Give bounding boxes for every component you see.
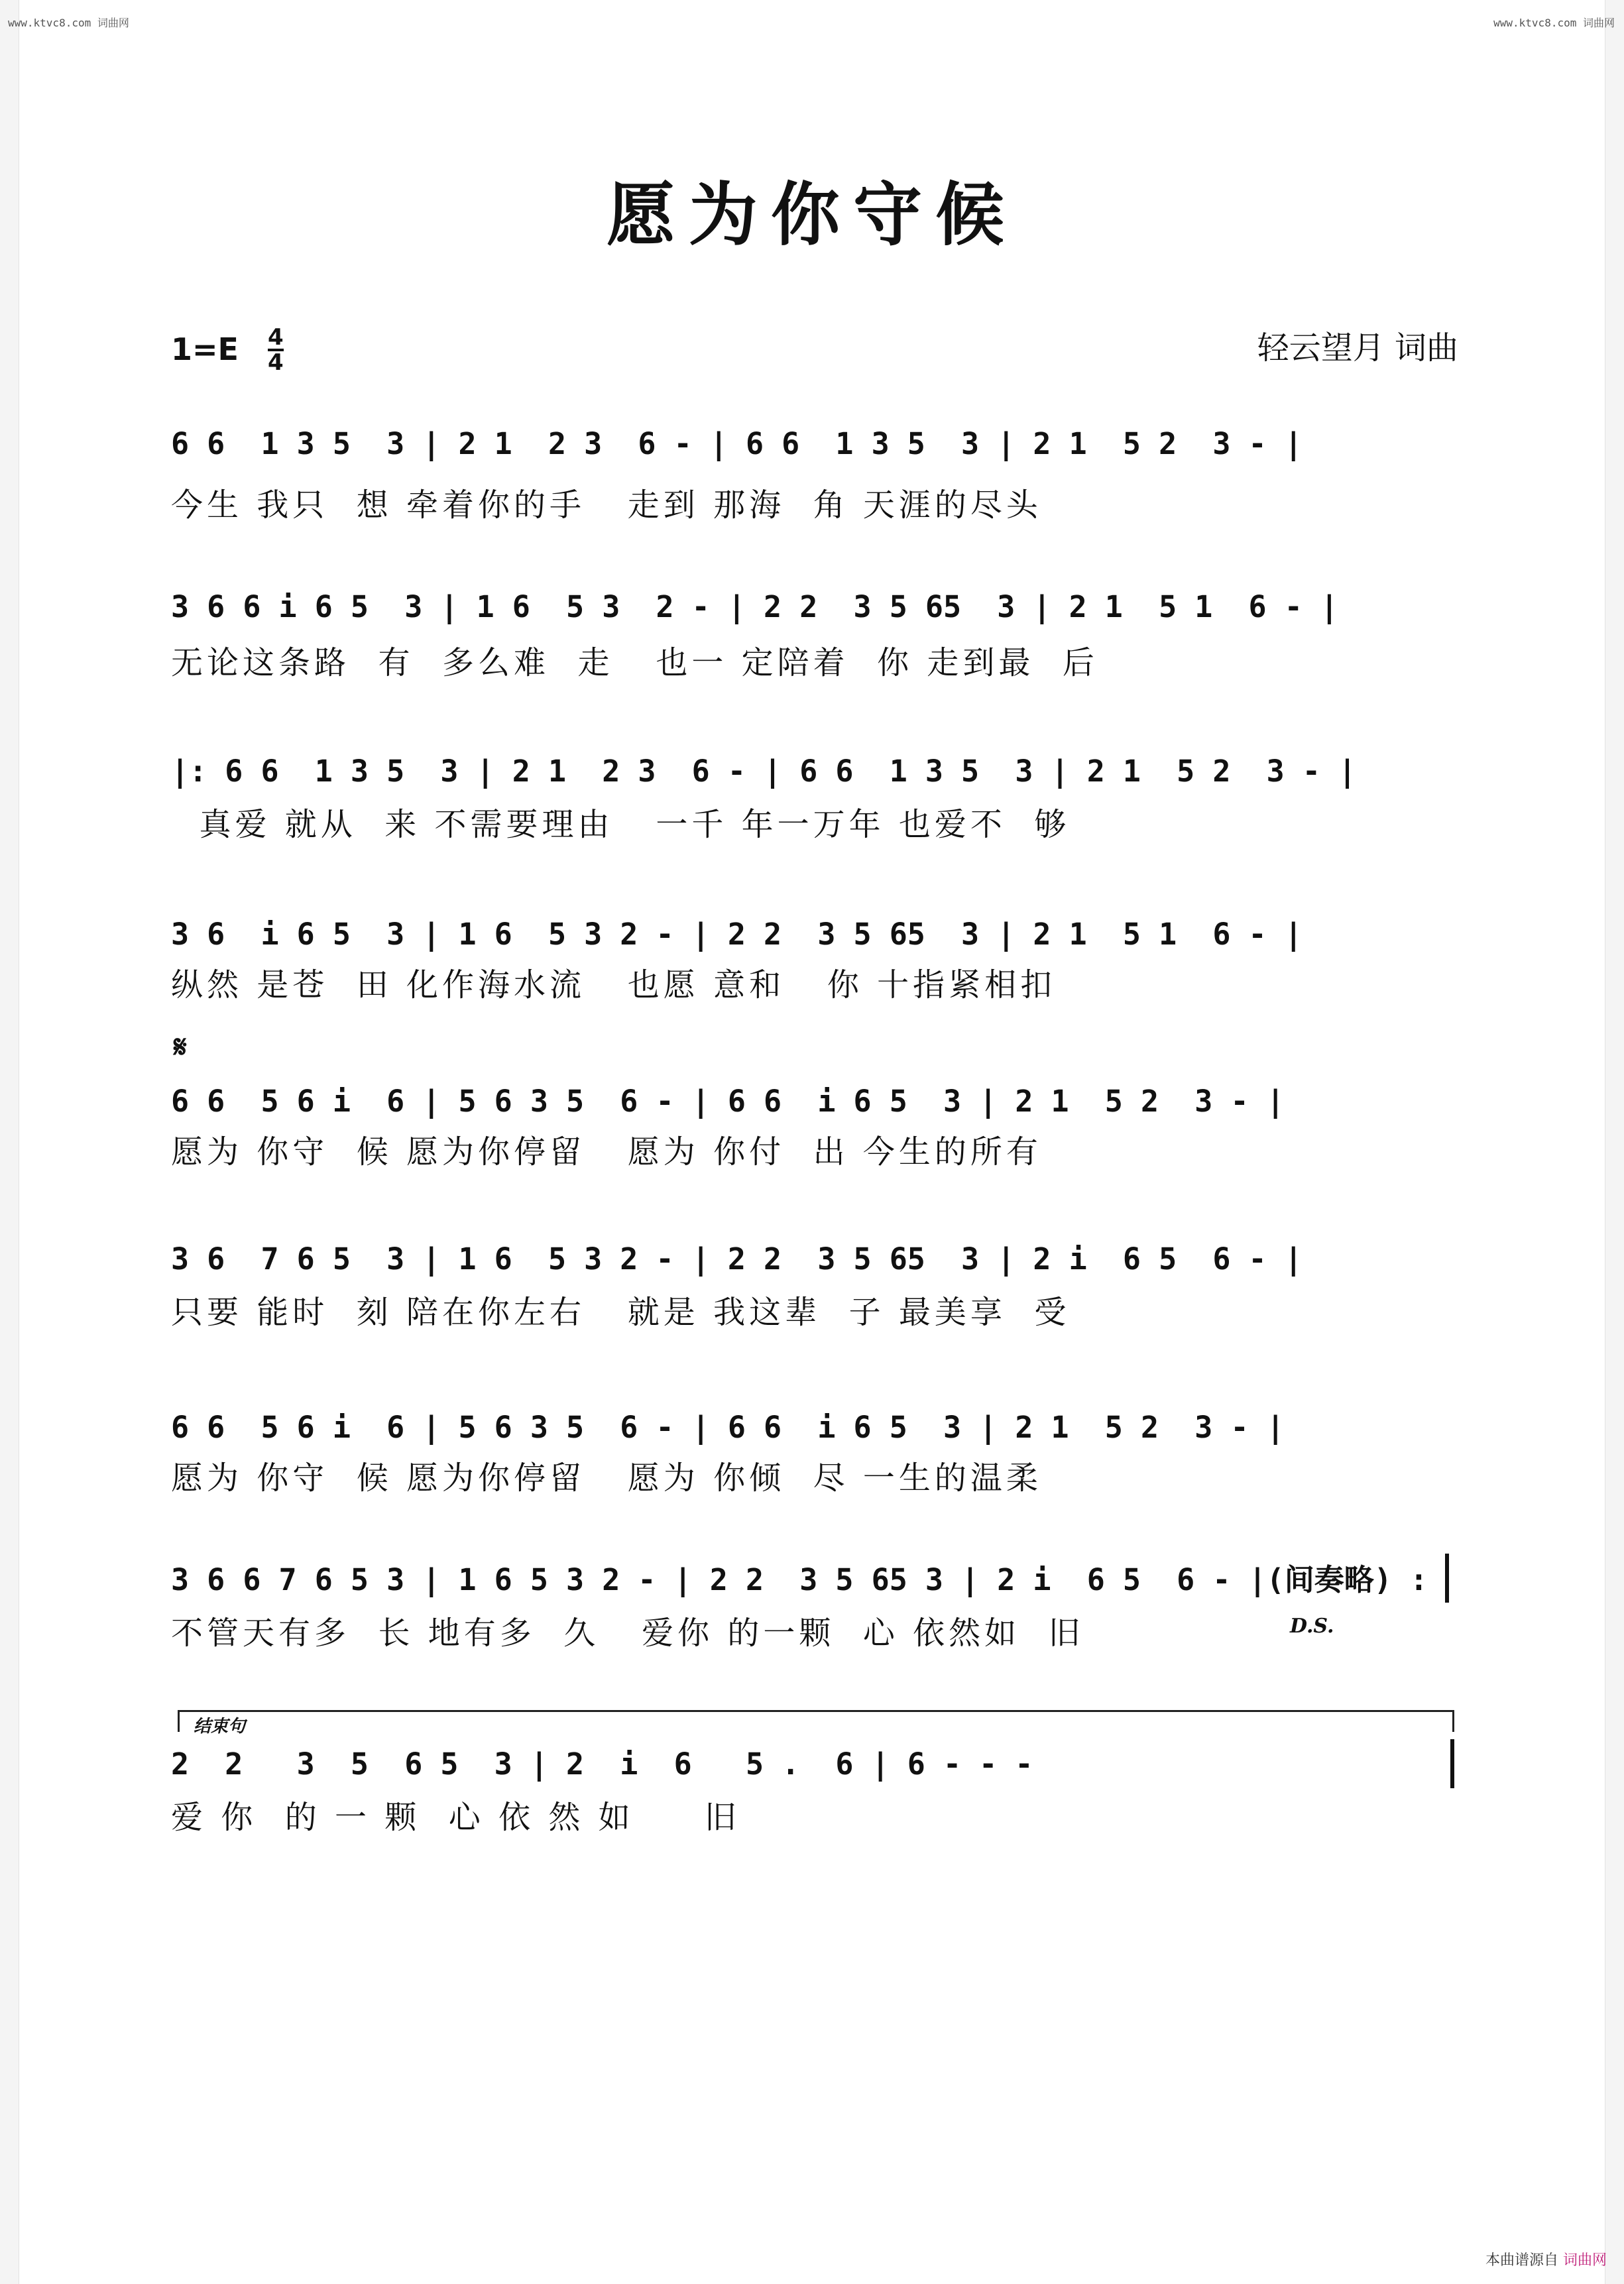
notation-line-1: 6 6 1 3 5 3 | 2 1 2 3 6 - | 6 6 1 3 5 3 | 2 1 5 2 3 - | [171, 426, 1303, 461]
right-page-edge [1605, 0, 1624, 2284]
ending-label: 结束句 [194, 1717, 246, 1737]
lyrics-line-3: 真爱 就从 来 不需要理由 一千 年一万年 也爱不 够 [171, 806, 1071, 843]
lyrics-line-7: 愿为 你守 候 愿为你停留 愿为 你倾 尽 一生的温柔 [171, 1459, 1042, 1497]
ending-bracket [178, 1710, 1454, 1732]
left-page-edge [0, 0, 19, 2284]
source-footer [1485, 2249, 1607, 2269]
lyrics-ending: 爱 你 的 一 颗 心 依 然 如 旧 [171, 1799, 740, 1836]
notation-line-3: |: 6 6 1 3 5 3 | 2 1 2 3 6 - | 6 6 1 3 5 3 | 2 1 5 2 3 - | [171, 754, 1357, 789]
notation-line-6: 3 6 7 6 5 3 | 1 6 5 3 2 - | 2 2 3 5 65 3 | 2 i 6 5 6 - | [171, 1241, 1303, 1277]
time-denominator: 4 [268, 349, 284, 376]
composer-credit: 轻云望月 词曲 [1257, 329, 1458, 367]
lyrics-line-8: 不管天有多 长 地有多 久 爱你 的一颗 心 依然如 旧 [171, 1615, 1084, 1652]
repeat-end-barline [1445, 1554, 1449, 1603]
header-right: www.ktvc8.com 词曲网 [1493, 17, 1615, 29]
footer-prefix: 本曲谱源自 [1485, 2252, 1558, 2269]
key-signature: 1=E [171, 331, 239, 367]
dal-segno-mark: D.S. [1290, 1615, 1334, 1638]
time-signature [268, 326, 284, 374]
song-title: 愿为你守候 [606, 174, 1017, 255]
lyrics-line-1: 今生 我只 想 牵着你的手 走到 那海 角 天涯的尽头 [171, 486, 1042, 524]
lyrics-line-6: 只要 能时 刻 陪在你左右 就是 我这辈 子 最美享 受 [171, 1294, 1071, 1331]
notation-line-2: 3 6 6 i 6 5 3 | 1 6 5 3 2 - | 2 2 3 5 65 3 | 2 1 5 1 6 - | [171, 589, 1338, 624]
notation-ending: 2 2 3 5 6 5 3 | 2 i 6 5 . 6 | 6 - - - [171, 1746, 1051, 1782]
notation-line-5: 6 6 5 6 i 6 | 5 6 3 5 6 - | 6 6 i 6 5 3 | 2 1 5 2 3 - | [171, 1084, 1285, 1119]
notation-line-7: 6 6 5 6 i 6 | 5 6 3 5 6 - | 6 6 i 6 5 3 | 2 1 5 2 3 - | [171, 1410, 1285, 1445]
footer-site-link[interactable]: 词曲网 [1562, 2252, 1607, 2269]
header-left: www.ktvc8.com 词曲网 [8, 17, 129, 29]
notation-line-4: 3 6 i 6 5 3 | 1 6 5 3 2 - | 2 2 3 5 65 3 | 2 1 5 1 6 - | [171, 917, 1303, 952]
final-barline [1450, 1739, 1454, 1788]
lyrics-line-2: 无论这条路 有 多么难 走 也一 定陪着 你 走到最 后 [171, 644, 1098, 681]
notation-line-8: 3 6 6 7 6 5 3 | 1 6 5 3 2 - | 2 2 3 5 65 3 | 2 i 6 5 6 - |(间奏略) : [171, 1562, 1428, 1597]
lyrics-line-5: 愿为 你守 候 愿为你停留 愿为 你付 出 今生的所有 [171, 1133, 1042, 1171]
lyrics-line-4: 纵然 是苍 田 化作海水流 也愿 意和 你 十指紧相扣 [171, 966, 1057, 1003]
time-numerator: 4 [268, 324, 284, 351]
segno-sign: 𝄋 [174, 1029, 187, 1064]
